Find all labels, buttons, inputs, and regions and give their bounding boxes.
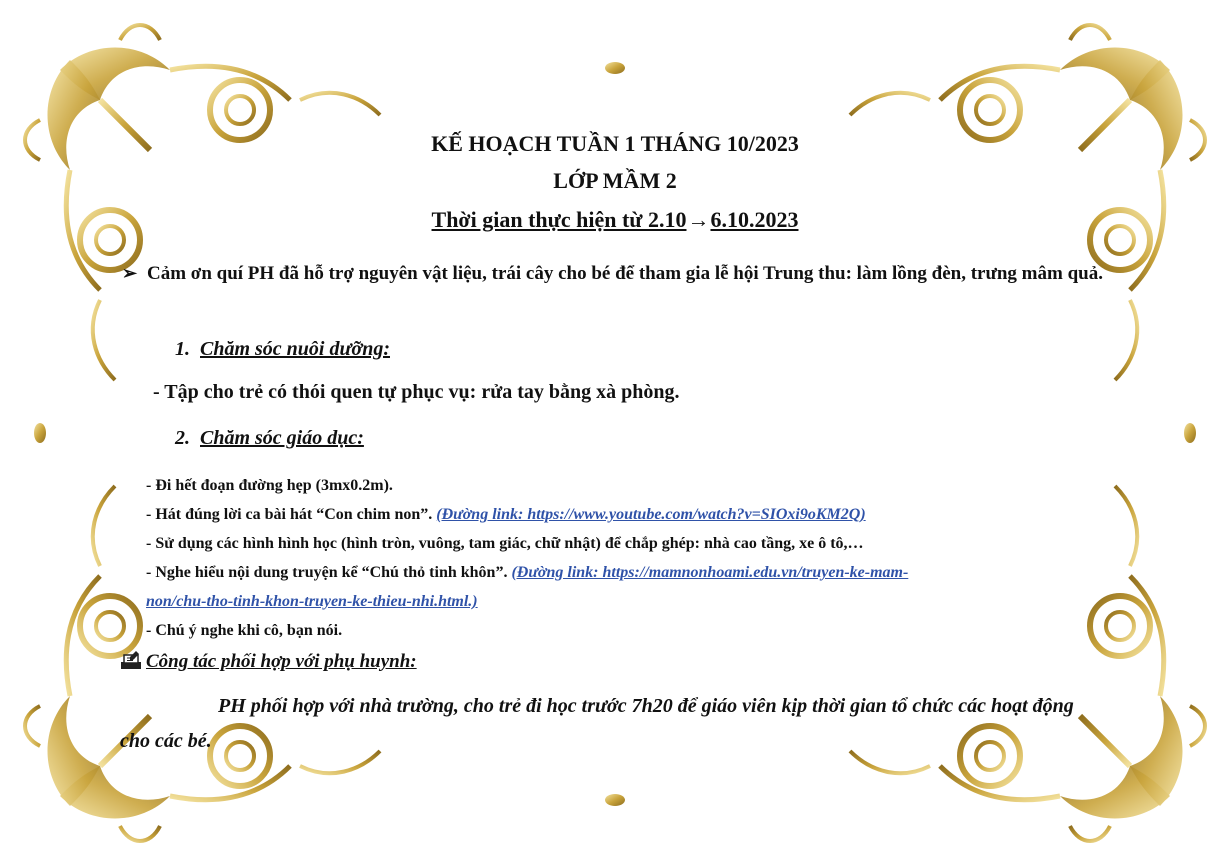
date-range-start: Thời gian thực hiện từ 2.10 [431, 207, 687, 232]
section-heading-education [175, 427, 364, 450]
cooperation-text: PH phối hợp với nhà trường, cho trẻ đi học trước 7h20 để giáo viên kịp thời gian tổ chức các hoạt động cho các bé. [120, 695, 1074, 752]
list-item-continued [146, 587, 1106, 616]
list-item-text: - Nghe hiểu nội dung truyện kể “Chú thỏ tinh khôn”. [146, 564, 512, 581]
section-heading-care [175, 338, 390, 361]
writing-hand-icon [120, 650, 142, 670]
cooperation-heading [120, 650, 417, 673]
section-number: 2. [175, 427, 190, 449]
list-item-text: - Hát đúng lời ca bài hát “Con chim non”. [146, 506, 437, 523]
youtube-link[interactable]: (Đường link: https://www.youtube.com/watch?v=SIOxi9oKM2Q) [436, 506, 866, 523]
arrow-bullet-icon: ➢ [122, 263, 138, 283]
story-link[interactable]: (Đường link: https://mamnonhoami.edu.vn/truyen-ke-mam- [511, 564, 909, 581]
arrow-right-icon: → [687, 207, 710, 232]
cooperation-label: Công tác phối hợp với phụ huynh: [146, 651, 417, 672]
intro-paragraph [122, 257, 1122, 290]
list-item: - Chú ý nghe khi cô, bạn nói. [146, 622, 343, 639]
date-range-end: 6.10.2023 [710, 207, 799, 232]
education-list [146, 471, 1106, 645]
list-item: - Đi hết đoạn đường hẹp (3mx0.2m). [146, 477, 393, 494]
section-number: 1. [175, 338, 190, 360]
date-range [0, 207, 1230, 233]
class-name: LỚP MẦM 2 [553, 168, 677, 193]
list-item [146, 558, 1106, 587]
section-label: Chăm sóc giáo dục: [200, 427, 364, 449]
document-title: KẾ HOẠCH TUẦN 1 THÁNG 10/2023 [431, 131, 799, 156]
story-link-continued[interactable]: non/chu-tho-tinh-khon-truyen-ke-thieu-nhi.html.) [146, 593, 478, 610]
list-item: - Sử dụng các hình hình học (hình tròn, vuông, tam giác, chữ nhật) để chắp ghép: nhà cao tầng, xe ô tô,… [146, 535, 864, 552]
list-item [146, 500, 1106, 529]
care-item: - Tập cho trẻ có thói quen tự phục vụ: rửa tay bằng xà phòng. [153, 381, 680, 403]
section-label: Chăm sóc nuôi dưỡng: [200, 338, 390, 360]
intro-text: Cảm ơn quí PH đã hỗ trợ nguyên vật liệu, trái cây cho bé để tham gia lễ hội Trung thu: làm lồng đèn, trưng mâm quả. [147, 263, 1103, 284]
